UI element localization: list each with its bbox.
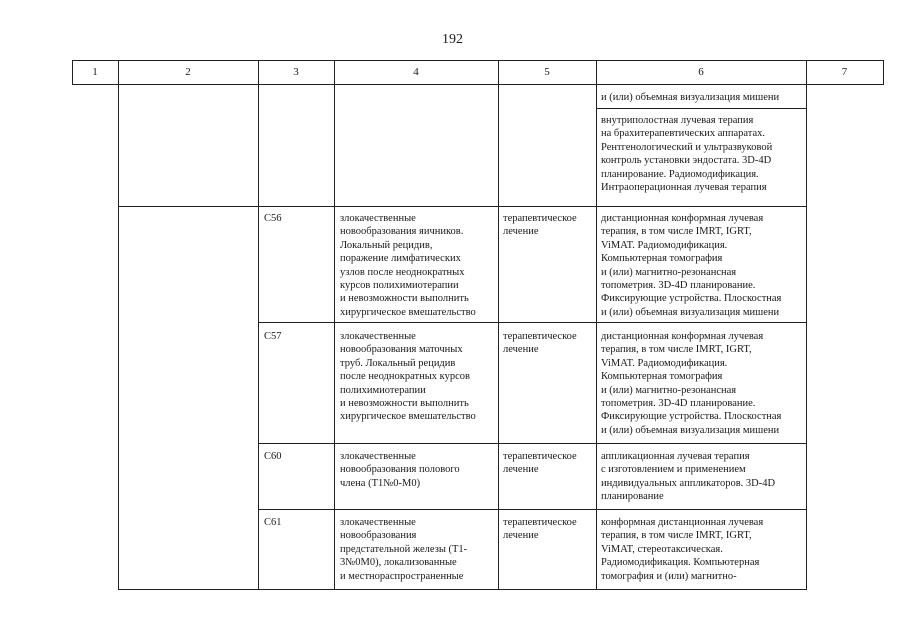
method-cell: аппликационная лучевая терапия с изготовлением и применением индивидуальных аппликаторов. 3D-4D планирование bbox=[601, 451, 776, 503]
header-cell-2: 2 bbox=[185, 66, 191, 78]
row-divider bbox=[118, 206, 806, 207]
method-cell: конформная дистанционная лучевая терапия, в том числе IMRT, IGRT, ViMAT, стереотаксическая. Радиомодификация. Компьютерная томография и (или) магнитно- bbox=[601, 517, 764, 582]
column-divider bbox=[596, 60, 597, 590]
header-cell-1: 1 bbox=[92, 66, 98, 78]
table-bottom-border bbox=[118, 589, 806, 590]
code-cell: C60 bbox=[264, 451, 282, 462]
diagnosis-cell: злокачественные новообразования предстательной железы (T1- 3№0M0), локализованные и местнораспространенные bbox=[340, 517, 468, 582]
treatment-type-cell: терапевтическое лечение bbox=[503, 451, 577, 476]
method-cell: и (или) объемная визуализация мишени bbox=[601, 92, 780, 103]
page-number: 192 bbox=[442, 32, 463, 47]
row-divider bbox=[258, 322, 806, 323]
header-cell-7: 7 bbox=[841, 66, 848, 78]
treatment-type-cell: терапевтическое лечение bbox=[503, 331, 577, 356]
method-cell: дистанционная конформная лучевая терапия, в том числе IMRT, IGRT, ViMAT. Радиомодификация. Компьютерная томография и (или) магнитно-резонансная топометрия. 3D-4D планирование. Фиксирующие устройства. Плоскостная и (или) объемная визуализация мишени bbox=[601, 213, 782, 318]
treatment-type-cell: терапевтическое лечение bbox=[503, 213, 577, 238]
header-cell-4: 4 bbox=[413, 66, 419, 78]
header-cell-6: 6 bbox=[698, 66, 704, 78]
diagnosis-cell: злокачественные новообразования полового члена (T1№0-M0) bbox=[340, 451, 460, 489]
method-cell: внутриполостная лучевая терапия на брахитерапевтических аппаратах. Рентгенологический и ультразвуковой контроль установки эндостата. 3D-4D планирование. Радиомодификация. Интраоперационная лучевая терапия bbox=[601, 115, 773, 194]
table-right-border bbox=[883, 60, 884, 84]
method-cell: дистанционная конформная лучевая терапия, в том числе IMRT, IGRT, ViMAT. Радиомодификация. Компьютерная томография и (или) магнитно-резонансная топометрия. 3D-4D планирование. Фиксирующие устройства. Плоскостная и (или) объемная визуализация мишени bbox=[601, 331, 782, 436]
column-divider bbox=[806, 60, 807, 590]
column-divider bbox=[258, 60, 259, 590]
column-divider bbox=[498, 60, 499, 590]
code-cell: C56 bbox=[264, 213, 282, 224]
row-divider bbox=[258, 509, 806, 510]
row-divider bbox=[596, 108, 806, 109]
row-divider bbox=[258, 443, 806, 444]
header-bottom-border bbox=[72, 84, 884, 85]
diagnosis-cell: злокачественные новообразования яичников. Локальный рецидив, поражение лимфатических узлов после неоднократных курсов полихимиотерапии и невозможности выполнить хирургическое вмешательство bbox=[340, 213, 476, 318]
code-cell: C61 bbox=[264, 517, 282, 528]
header-cell-3: 3 bbox=[293, 66, 299, 78]
code-cell: C57 bbox=[264, 331, 282, 342]
treatment-type-cell: терапевтическое лечение bbox=[503, 517, 577, 542]
column-divider bbox=[118, 60, 119, 590]
diagnosis-cell: злокачественные новообразования маточных труб. Локальный рецидив после неоднократных курсов полихимиотерапии и невозможности выполнить хирургическое вмешательство bbox=[340, 331, 476, 423]
header-cell-5: 5 bbox=[544, 66, 550, 78]
column-divider bbox=[334, 60, 335, 590]
